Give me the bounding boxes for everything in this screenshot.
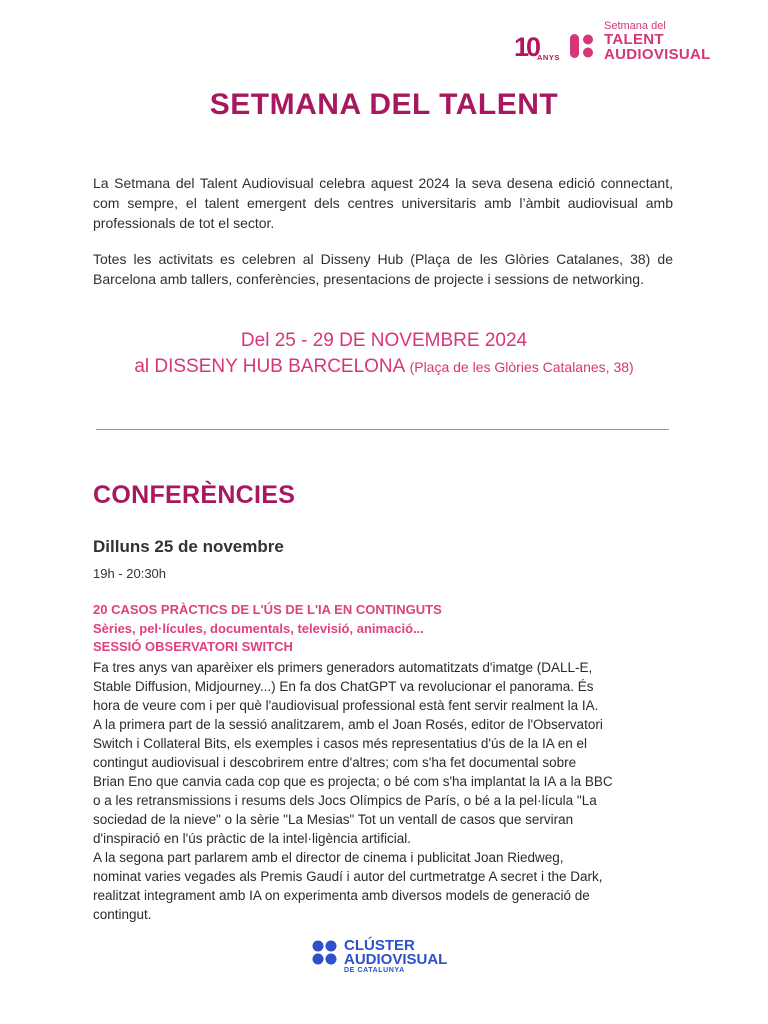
description-line: Brian Eno que canvia cada cop que es projecta; o bé com s'ha implantat la IA a la BBC	[93, 774, 613, 789]
venue-name: al DISSENY HUB BARCELONA	[134, 356, 405, 377]
description-line: hora de veure com i per què l'audiovisual professional està fent servir realment la IA.	[93, 698, 599, 713]
cluster-line-3: DE CATALUNYA	[344, 967, 405, 974]
cluster-line-1: CLÚSTER	[344, 937, 415, 954]
page-title: SETMANA DEL TALENT	[209, 88, 559, 121]
description-line: Stable Diffusion, Midjourney...) En fa dos ChatGPT va revolucionar el panorama. És	[93, 679, 594, 694]
talk-session-line: SESSIÓ OBSERVATORI SWITCH	[93, 639, 293, 654]
event-dates: Del 25 - 29 DE NOVEMBRE 2024	[240, 330, 528, 351]
description-line: Fa tres anys van aparèixer els primers generadors automatitzats d'imatge (DALL-E,	[93, 660, 593, 675]
logo-audiovisual: AUDIOVISUAL	[604, 46, 711, 63]
logo-setmana-del: Setmana del	[604, 20, 666, 32]
talk-title	[93, 601, 442, 657]
intro-paragraph-1: La Setmana del Talent Audiovisual celebra aquest 2024 la seva desena edició connectant, com sempre, el talent emergent dels centres universitaris amb l’àmbit audiovisual amb professionals de tot el sector.	[93, 175, 673, 231]
description-line: Switch i Collateral Bits, els exemples i casos més representatius d'ús de la IA en el	[93, 736, 588, 751]
description-line: realitzat integrament amb IA on experimenta amb diversos models de generació de	[93, 888, 590, 903]
description-line: A la segona part parlarem amb el director de cinema i publicitat Joan Riedweg,	[93, 850, 564, 865]
description-line: o a les retransmissions i resums dels Jocs Olímpics de París, o bé a la pel·lícula "La	[93, 793, 597, 808]
section-title: CONFERÈNCIES	[93, 481, 296, 509]
talk-description	[93, 658, 683, 924]
logo-anys: ANYS	[537, 53, 560, 62]
logo-mark-icon	[570, 34, 594, 58]
cluster-line-2: AUDIOVISUAL	[344, 951, 448, 968]
talent-audiovisual-logo	[514, 20, 738, 68]
description-line: nominat varies vegades als Premis Gaudí i autor del curtmetratge A secret i the Dark,	[93, 869, 603, 884]
talk-title-line: 20 CASOS PRÀCTICS DE L'ÚS DE L'IA EN CONTINGUTS	[93, 602, 442, 617]
event-venue	[0, 353, 768, 381]
description-line: contingut audiovisual i descobrirem entre d'altres; com s'ha fet documental sobre	[93, 755, 577, 770]
intro-paragraph-2: Totes les activitats es celebren al Disseny Hub (Plaça de les Glòries Catalanes, 38) de Barcelona amb tallers, conferències, presentacions de projecte i sessions de networking.	[93, 251, 673, 287]
logo-ten: 10	[514, 32, 539, 62]
cluster-dots-icon	[312, 940, 338, 966]
session-day: Dilluns 25 de novembre	[93, 537, 284, 556]
logo-talent: TALENT	[604, 31, 664, 48]
cluster-audiovisual-logo	[312, 938, 462, 978]
divider	[96, 429, 669, 430]
session-time: 19h - 20:30h	[93, 566, 167, 581]
talk-subtitle-line: Sèries, pel·lícules, documentals, televisió, animació...	[93, 620, 424, 636]
description-line: contingut.	[93, 907, 152, 922]
venue-address: (Plaça de les Glòries Catalanes, 38)	[409, 359, 634, 375]
description-line: A la primera part de la sessió analitzarem, amb el Joan Rosés, editor de l'Observatori	[93, 717, 603, 732]
description-line: sociedad de la nieve" o la sèrie "La Mesias" Tot un ventall de casos que serviran	[93, 812, 574, 827]
description-line: d'inspiració en l'ús pràctic de la intel·ligència artificial.	[93, 831, 412, 846]
